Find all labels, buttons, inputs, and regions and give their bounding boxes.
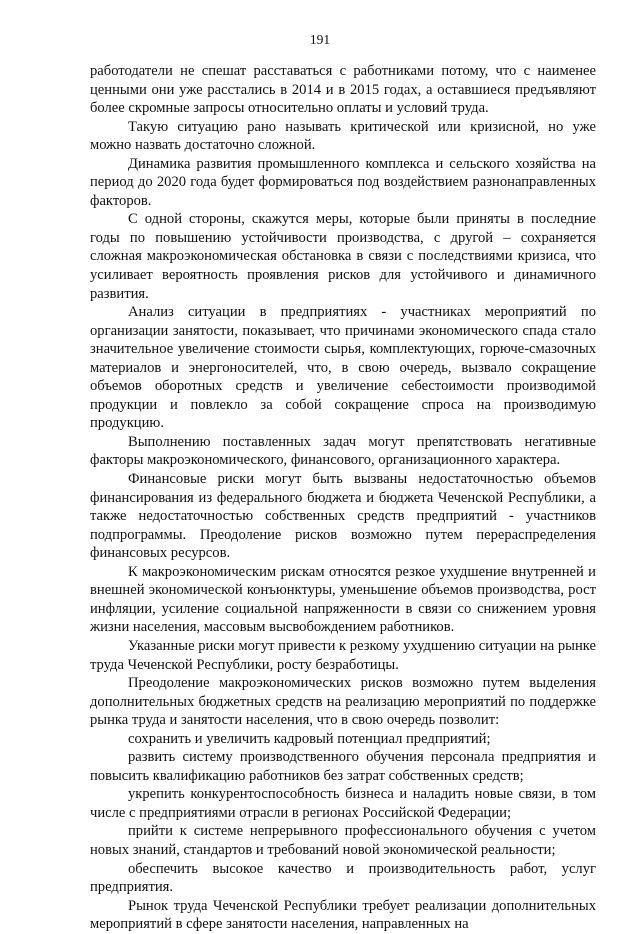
list-item: укрепить конкурентоспособность бизнеса и наладить новые связи, в том числе с предприятиями отрасли в регионах Российской Федерации; (90, 786, 596, 821)
document-body (90, 62, 596, 934)
paragraph: С одной стороны, скажутся меры, которые были приняты в последние годы по повышению устойчивости производства, с другой – сохраняется сложная макроэкономическая обстановка в связи с последствиями кризиса, что усиливает вероятность проявления рисков для устойчивого и динамичного развития. (90, 211, 596, 302)
paragraph: Рынок труда Чеченской Республики требует реализации дополнительных мероприятий в сфере занятости населения, направленных на (90, 897, 596, 933)
list-item: сохранить и увеличить кадровый потенциал предприятий; (128, 730, 491, 747)
paragraph: Анализ ситуации в предприятиях - участниках мероприятий по организации занятости, показывает, что причинами экономического спада стало значительное увеличение стоимости сырья, комплектующих, горюче-смазочных материалов и энергоносителей, что, в свою очередь, вызвало сокращение объемов оборотных средств и увеличение себестоимости производимой продукции и повлекло за собой сокращение спроса на производимую продукцию. (90, 304, 596, 432)
paragraph: К макроэкономическим рискам относятся резкое ухудшение внутренней и внешней экономической конъюнктуры, уменьшение объемов производства, рост инфляции, усиление социальной напряженности в связи со снижением уровня жизни населения, массовым высвобождением работников. (90, 563, 596, 636)
paragraph: Указанные риски могут привести к резкому ухудшению ситуации на рынке труда Чеченской Республики, росту безработицы. (90, 637, 596, 673)
list-item: развить систему производственного обучения персонала предприятия и повысить квалификацию работников без затрат собственных средств; (90, 749, 596, 784)
list-item: прийти к системе непрерывного профессионального обучения с учетом новых знаний, стандартов и требований новой экономической реальности; (90, 823, 596, 858)
list-item: обеспечить высокое качество и производительность работ, услуг предприятия. (90, 860, 596, 896)
paragraph: работодатели не спешат расставаться с работниками потому, что с наименее ценными они уже расстались в 2014 и в 2015 годах, а оставшиеся предъявляют более скромные запросы относительно оплаты и условий труда. (90, 63, 596, 117)
paragraph: Такую ситуацию рано называть критической или кризисной, но уже можно назвать достаточно сложной. (90, 118, 596, 154)
paragraph: Преодоление макроэкономических рисков возможно путем выделения дополнительных бюджетных средств на реализацию мероприятий по поддержке рынка труда и занятости населения, что в свою очередь позволит: (90, 675, 596, 729)
paragraph: Динамика развития промышленного комплекса и сельского хозяйства на период до 2020 года будет формироваться под воздействием разнонаправленных факторов. (90, 155, 596, 209)
paragraph: Финансовые риски могут быть вызваны недостаточностью объемов финансирования из федерального бюджета и бюджета Чеченской Республики, а также недостаточностью собственных средств предприятий - участников подпрограммы. Преодоление рисков возможно путем перераспределения финансовых ресурсов. (90, 471, 596, 562)
page-number: 191 (309, 32, 331, 47)
paragraph: Выполнению поставленных задач могут препятствовать негативные факторы макроэкономического, финансового, организационного характера. (90, 433, 596, 469)
